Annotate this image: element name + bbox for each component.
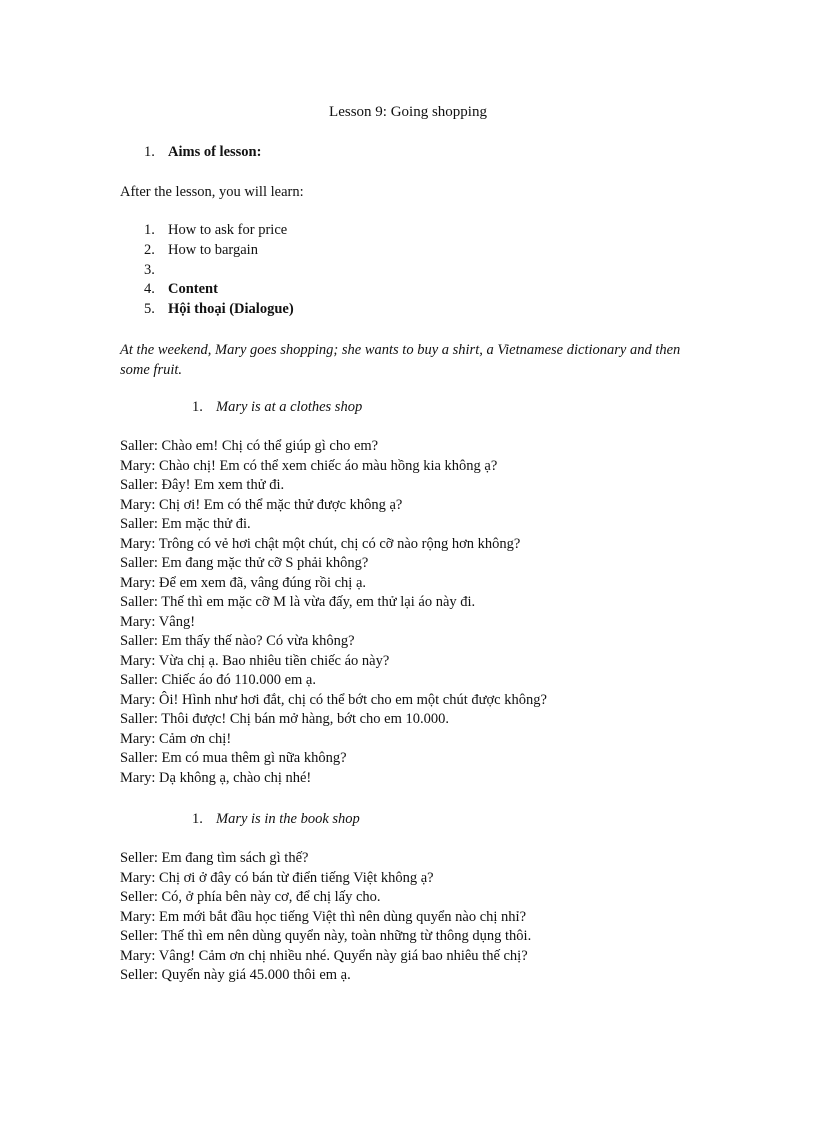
dialogue-book-shop bbox=[120, 849, 531, 986]
intro-paragraph: At the weekend, Mary goes shopping; she wants to buy a shirt, a Vietnamese dictionary and then some fruit. bbox=[120, 342, 681, 378]
dialogue-line: Saller: Đây! Em xem thử đi. bbox=[120, 477, 285, 493]
dialogue-line: Seller: Có, ở phía bên này cơ, để chị lấy cho. bbox=[120, 889, 381, 905]
dialogue-line: Saller: Chiếc áo đó 110.000 em ạ. bbox=[120, 672, 316, 688]
dialogue-line: Seller: Thế thì em nên dùng quyển này, toàn những từ thông dụng thôi. bbox=[120, 928, 532, 944]
dialogue-line: Mary: Cảm ơn chị! bbox=[120, 730, 232, 747]
list-item: 1. How to ask for price bbox=[144, 222, 288, 238]
dialogue-line: Mary: Em mới bắt đầu học tiếng Việt thì nên dùng quyển nào chị nhỉ? bbox=[120, 908, 526, 925]
dialogue-line: Saller: Thôi được! Chị bán mở hàng, bớt cho em 10.000. bbox=[120, 711, 450, 727]
dialogue-line: Saller: Em đang mặc thử cỡ S phải không? bbox=[120, 555, 369, 571]
list-item-dialogue: 5. Hội thoại (Dialogue) bbox=[144, 301, 294, 317]
section-book-shop: 1. Mary is in the book shop bbox=[192, 811, 360, 827]
list-item: 3. bbox=[144, 262, 155, 278]
dialogue-line: Seller: Quyển này giá 45.000 thôi em ạ. bbox=[120, 967, 351, 983]
dialogue-line: Mary: Dạ không ạ, chào chị nhé! bbox=[120, 769, 312, 786]
dialogue-line: Saller: Thế thì em mặc cỡ M là vừa đấy, em thử lại áo này đi. bbox=[120, 594, 476, 610]
list-item: 2. How to bargain bbox=[144, 242, 258, 258]
dialogue-line: Saller: Chào em! Chị có thể giúp gì cho em? bbox=[120, 438, 379, 454]
dialogue-line: Mary: Chị ơi! Em có thể mặc thử được không ạ? bbox=[120, 496, 403, 513]
dialogue-line: Mary: Vừa chị ạ. Bao nhiêu tiền chiếc áo này? bbox=[120, 652, 390, 669]
aims-heading bbox=[144, 144, 261, 161]
dialogue-line: Mary: Chào chị! Em có thể xem chiếc áo màu hồng kia không ạ? bbox=[120, 457, 498, 474]
list-item-content: 4. Content bbox=[144, 281, 218, 297]
dialogue-line: Mary: Vâng! bbox=[120, 613, 196, 630]
dialogue-line: Mary: Chị ơi ở đây có bán từ điển tiếng Việt không ạ? bbox=[120, 869, 434, 886]
dialogue-clothes-shop bbox=[120, 437, 547, 788]
after-lesson-text: After the lesson, you will learn: bbox=[120, 184, 304, 200]
dialogue-line: Seller: Em đang tìm sách gì thế? bbox=[120, 850, 309, 866]
dialogue-line: Saller: Em mặc thử đi. bbox=[120, 516, 251, 532]
dialogue-line: Mary: Vâng! Cảm ơn chị nhiều nhé. Quyển này giá bao nhiêu thế chị? bbox=[120, 947, 528, 964]
dialogue-line: Mary: Ôi! Hình như hơi đắt, chị có thể bớt cho em một chút được không? bbox=[120, 691, 547, 708]
dialogue-line: Saller: Em thấy thế nào? Có vừa không? bbox=[120, 633, 355, 649]
dialogue-line: Mary: Trông có vẻ hơi chật một chút, chị có cỡ nào rộng hơn không? bbox=[120, 535, 521, 552]
dialogue-line: Mary: Để em xem đã, vâng đúng rồi chị ạ. bbox=[120, 574, 367, 591]
aims-number: 1. bbox=[144, 144, 155, 160]
aims-label: Aims of lesson: bbox=[168, 144, 262, 160]
section-title: Mary is in the book shop bbox=[216, 811, 360, 827]
lesson-title: Lesson 9: Going shopping bbox=[329, 104, 487, 120]
dialogue-line: Saller: Em có mua thêm gì nữa không? bbox=[120, 750, 347, 766]
section-title: Mary is at a clothes shop bbox=[216, 399, 363, 415]
section-clothes-shop: 1. Mary is at a clothes shop bbox=[192, 399, 363, 415]
